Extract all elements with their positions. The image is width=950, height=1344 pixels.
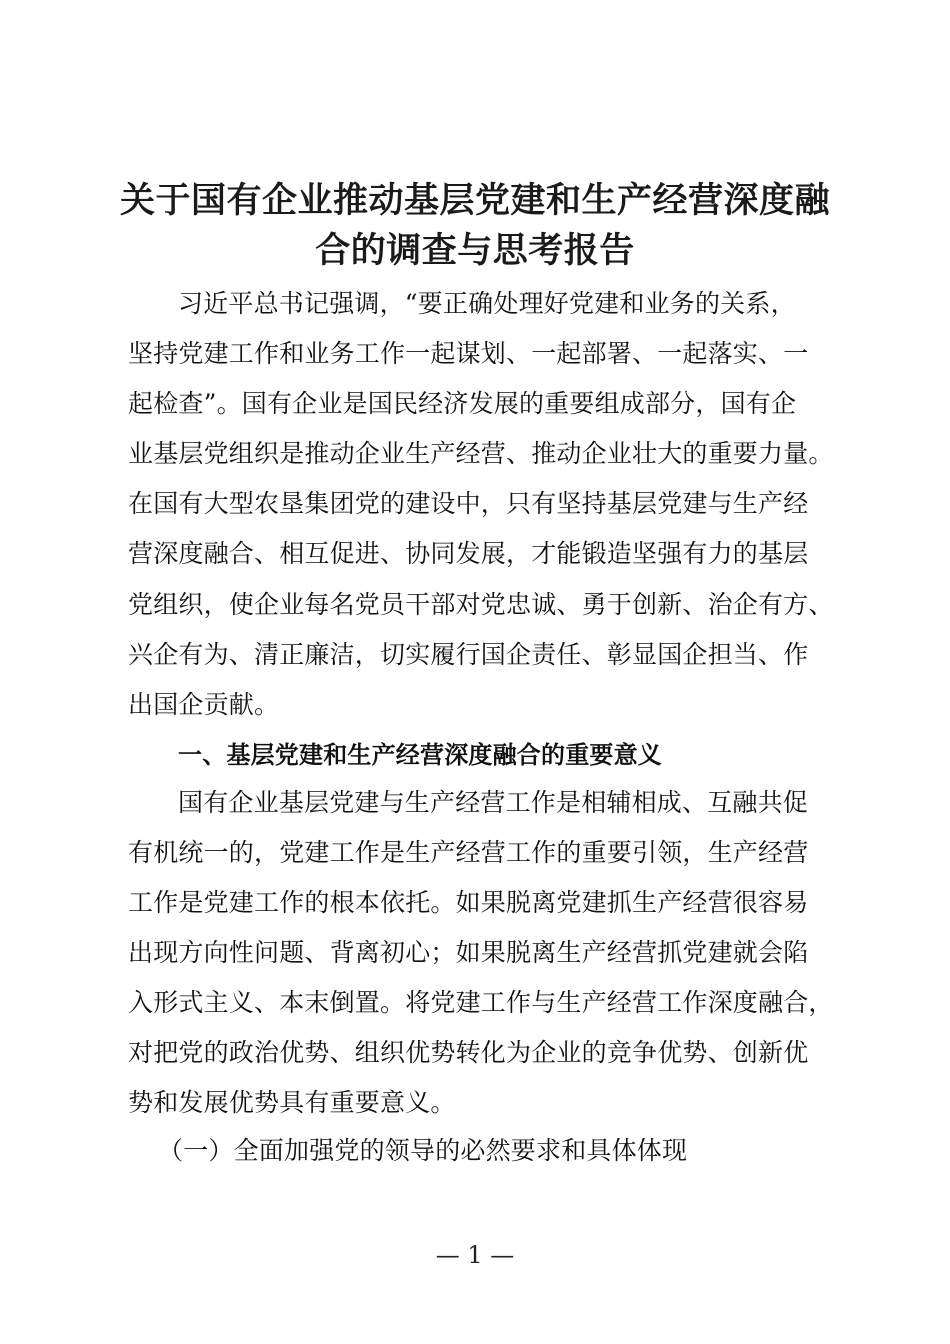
page-number: — 1 — (435, 1241, 515, 1269)
paragraph-2-line: 国有企业基层党建与生产经营工作是相辅相成、互融共促 (178, 788, 809, 817)
paragraph-2-line: 势和发展优势具有重要意义。 (128, 1088, 456, 1117)
paragraph-1-line: 在国有大型农垦集团党的建设中，只有坚持基层党建与生产经 (128, 489, 809, 518)
paragraph-1-line: 党组织，使企业每名党员干部对党忠诚、勇于创新、治企有方、 (128, 590, 834, 619)
document-title (110, 176, 840, 276)
paragraph-2-line: 对把党的政治优势、组织优势转化为企业的竞争优势、创新优 (128, 1038, 809, 1067)
subsection-heading: （一）全面加强党的领导的必然要求和具体体现 (158, 1136, 688, 1165)
paragraph-2-line: 工作是党建工作的根本依托。如果脱离党建抓生产经营很容易 (128, 888, 809, 917)
paragraph-2-line: 有机统一的，党建工作是生产经营工作的重要引领，生产经营 (128, 838, 809, 867)
title-line-2: 合的调查与思考报告 (315, 231, 635, 271)
paragraph-1-line: 起检查”。国有企业是国民经济发展的重要组成部分，国有企 (128, 389, 797, 418)
paragraph-2-line: 入形式主义、本末倒置。将党建工作与生产经营工作深度融合， (128, 988, 834, 1017)
paragraph-2-line: 出现方向性问题、背离初心；如果脱离生产经营抓党建就会陷 (128, 938, 809, 967)
section-heading: 一、基层党建和生产经营深度融合的重要意义 (178, 741, 662, 769)
paragraph-1-line: 习近平总书记强调，“要正确处理好党建和业务的关系， (178, 289, 796, 318)
title-line-1: 关于国有企业推动基层党建和生产经营深度融 (119, 181, 830, 221)
paragraph-1-line: 营深度融合、相互促进、协同发展，才能锻造坚强有力的基层 (128, 539, 809, 568)
paragraph-1-line: 业基层党组织是推动企业生产经营、推动企业壮大的重要力量。 (128, 439, 834, 468)
paragraph-1-line: 兴企有为、清正廉洁，切实履行国企责任、彰显国企担当、作 (128, 640, 809, 669)
paragraph-1-line: 出国企贡献。 (128, 690, 280, 719)
paragraph-1-line: 坚持党建工作和业务工作一起谋划、一起部署、一起落实、一 (128, 339, 809, 368)
